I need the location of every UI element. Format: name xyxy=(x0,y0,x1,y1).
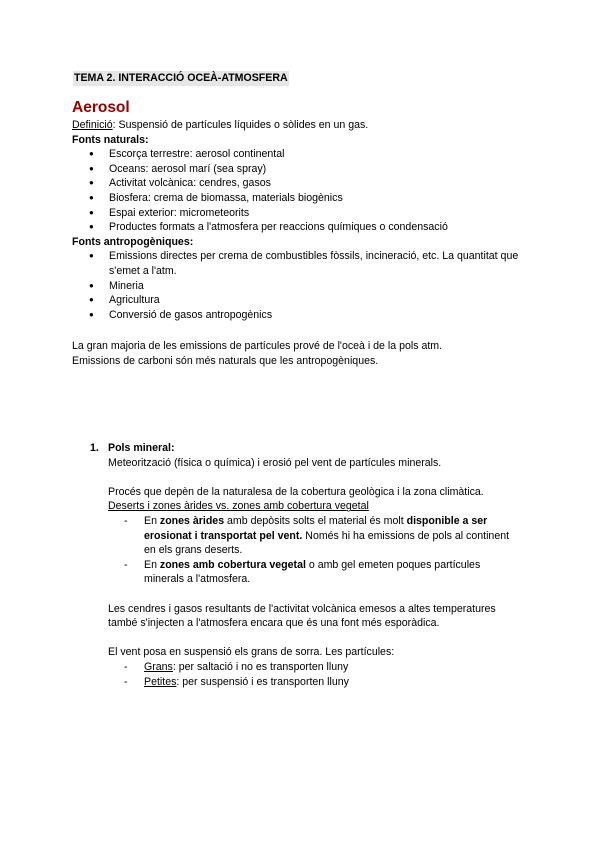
list-item: ● Conversió de gasos antropogènics xyxy=(72,308,532,323)
topic-heading: TEMA 2. INTERACCIÓ OCEÀ-ATMOSFERA xyxy=(74,72,288,84)
list-item: ● Oceans: aerosol marí (sea spray) xyxy=(72,162,532,177)
list-item: - En zones àrides amb depòsits solts el material és molt disponible a ser erosionat i transportat pel vent. Només hi ha emissions de pols al continent en els grans deserts. xyxy=(108,514,530,558)
natural-sources-list xyxy=(72,147,532,235)
list-item: ● Biosfera: crema de biomassa, materials biogènics xyxy=(72,191,532,206)
list-item: ● Productes formats a l'atmosfera per reaccions químiques o condensació xyxy=(72,220,532,235)
list-item: - En zones amb cobertura vegetal o amb gel emeten poques partícules minerals a l'atmosfera. xyxy=(108,558,530,587)
definition-label: Definició xyxy=(72,119,113,131)
section-title-aerosol: Aerosol xyxy=(72,99,130,116)
definition-text: : Suspensió de partícules líquides o sòlides en un gas. xyxy=(112,119,369,131)
list-item: ● Agricultura xyxy=(72,293,532,308)
summary-line: Emissions de carboni són més naturals que les antropogèniques. xyxy=(72,354,379,367)
summary-paragraph xyxy=(72,339,532,368)
summary-line: La gran majoria de les emissions de partícules prové de l'oceà i de la pols atm. xyxy=(72,340,443,352)
list-item: ● Mineria xyxy=(72,279,532,294)
mineral-dust-title: Pols mineral: xyxy=(108,442,175,454)
mineral-dust-intro: Meteorització (física o química) i erosió pel vent de partícules minerals. xyxy=(108,456,442,469)
list-item: ● Emissions directes per crema de combustibles fòssils, incineració, etc. La quantitat que s'emet a l'atm. xyxy=(72,249,532,278)
zones-list xyxy=(108,514,530,587)
anthropogenic-sources-list xyxy=(72,249,532,322)
list-item: ● Espai exterior: micrometeorits xyxy=(72,206,532,221)
particles-list xyxy=(108,660,530,689)
list-item: - Grans: per saltació i no es transporten lluny xyxy=(108,660,530,675)
list-item: ● Activitat volcànica: cendres, gasos xyxy=(72,176,532,191)
volcanic-text: Les cendres i gasos resultants de l'activitat volcànica emesos a altes temperatures també s'injecten a l'atmosfera encara que és una font més esporàdica. xyxy=(108,602,496,630)
anthropogenic-sources-heading: Fonts antropogèniques: xyxy=(72,235,194,248)
list-item: ● Escorça terrestre: aerosol continental xyxy=(72,147,532,162)
process-text: Procés que depèn de la naturalesa de la cobertura geològica i la zona climàtica. xyxy=(108,485,484,498)
definition-line xyxy=(72,118,532,133)
list-item: - Petites: per suspensió i es transporten lluny xyxy=(108,675,530,690)
contrast-text: Deserts i zones àrides vs. zones amb cobertura vegetal xyxy=(108,500,369,513)
list-number: 1. xyxy=(90,442,99,454)
natural-sources-heading: Fonts naturals: xyxy=(72,133,149,146)
wind-text: El vent posa en suspensió els grans de sorra. Les partícules: xyxy=(108,646,395,659)
section-mineral-dust xyxy=(90,441,530,689)
aerosol-section xyxy=(72,118,532,322)
